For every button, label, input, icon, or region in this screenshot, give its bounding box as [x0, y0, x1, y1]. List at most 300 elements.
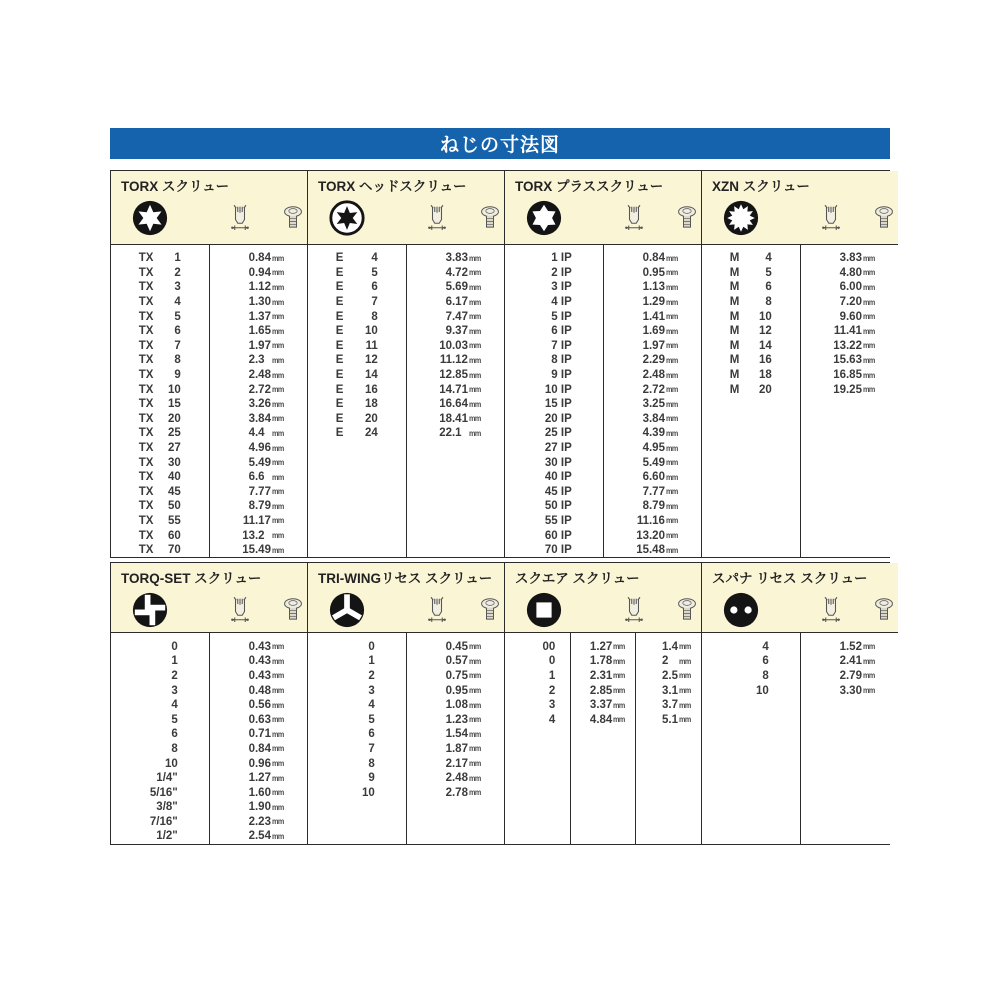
unit-label: mm	[862, 326, 875, 336]
size-cell	[702, 309, 800, 324]
bit-side-icon	[619, 199, 649, 237]
dimension-value: 5.49	[248, 456, 271, 469]
size-number: 70 IP	[544, 544, 572, 557]
size-number: 3	[174, 281, 181, 294]
dimension-value: 1.52	[839, 640, 862, 653]
unit-label: mm	[665, 399, 678, 409]
size-number: 6	[765, 281, 772, 294]
unit-label: mm	[271, 268, 284, 278]
unit-label: mm	[678, 700, 691, 710]
size-cell	[308, 639, 406, 654]
unit-label: mm	[862, 282, 875, 292]
size-cell	[111, 698, 209, 713]
unit-label: mm	[271, 700, 284, 710]
unit-label: mm	[271, 788, 284, 798]
size-cell	[308, 309, 406, 324]
size-cell	[308, 712, 406, 727]
screw-head-icon	[279, 591, 307, 629]
unit-label: mm	[468, 253, 481, 263]
size-cell	[111, 280, 209, 295]
value-cell	[636, 654, 701, 669]
value-cell	[407, 280, 505, 295]
size-prefix: E	[335, 325, 344, 338]
unit-label: mm	[665, 531, 678, 541]
size-number: 5	[174, 310, 181, 323]
dimension-value: 0.95	[642, 266, 665, 279]
unit-label: mm	[862, 671, 875, 681]
size-cell	[308, 742, 406, 757]
value-cell	[210, 382, 308, 397]
unit-label: mm	[613, 671, 626, 681]
value-cell	[210, 412, 308, 427]
value-cell	[210, 499, 308, 514]
size-prefix: TX	[138, 252, 154, 265]
dimension-value: 7.77	[248, 485, 271, 498]
unit-label: mm	[271, 686, 284, 696]
value-cell	[636, 639, 701, 654]
size-number: 2	[548, 684, 556, 697]
size-number: 3	[548, 699, 556, 712]
value-cell	[571, 712, 636, 727]
value-cell	[210, 441, 308, 456]
page-title: ねじの寸法図	[439, 135, 560, 156]
size-number: 20 IP	[544, 412, 572, 425]
size-column	[702, 633, 800, 843]
unit-label: mm	[862, 686, 875, 696]
dimension-value: 6.17	[445, 296, 468, 309]
dimension-value: 2.79	[839, 669, 862, 682]
unit-label: mm	[862, 385, 875, 395]
size-number: 45 IP	[544, 485, 572, 498]
dimension-value: 3.84	[642, 412, 665, 425]
size-cell	[111, 639, 209, 654]
unit-label: mm	[665, 297, 678, 307]
value-cell	[407, 353, 505, 368]
size-cell	[505, 669, 570, 684]
size-number: 40	[167, 471, 181, 484]
size-cell	[702, 266, 800, 281]
size-prefix: E	[335, 252, 344, 265]
dimension-value: 7.47	[445, 310, 468, 323]
unit-label: mm	[862, 341, 875, 351]
size-cell	[308, 426, 406, 441]
section-icons	[712, 196, 898, 240]
bit-side-glyph	[619, 199, 649, 237]
unit-label: mm	[468, 744, 481, 754]
size-cell	[505, 339, 603, 354]
size-cell	[702, 295, 800, 310]
section-torx-plus	[504, 171, 701, 557]
size-number: 5	[765, 266, 772, 279]
section-body	[111, 245, 307, 557]
unit-label: mm	[468, 642, 481, 652]
value-cell	[210, 639, 308, 654]
size-number: 8	[171, 742, 178, 755]
size-prefix: M	[729, 252, 740, 265]
screw-head-icon	[673, 591, 701, 629]
screw-head-icon	[870, 199, 898, 237]
value-cell	[801, 280, 899, 295]
value-cell	[210, 712, 308, 727]
dimension-value: 3.7	[661, 699, 678, 712]
unit-label: mm	[271, 715, 284, 725]
unit-label: mm	[862, 656, 875, 666]
section-spanner-recess	[701, 563, 898, 843]
dimension-value: 11.12	[439, 354, 468, 367]
size-number: 7	[368, 742, 375, 755]
dimension-value: 0.45	[445, 640, 468, 653]
value-cell	[407, 639, 505, 654]
size-number: 1/4"	[156, 772, 178, 785]
value-cell	[801, 654, 899, 669]
value-cell	[407, 266, 505, 281]
dimension-value: 0.84	[248, 742, 271, 755]
value-cell	[571, 669, 636, 684]
size-prefix: M	[729, 310, 740, 323]
value-cell	[210, 485, 308, 500]
value-cell	[210, 309, 308, 324]
size-prefix: TX	[138, 514, 154, 527]
value-cell	[571, 698, 636, 713]
dimension-value: 6.60	[642, 471, 665, 484]
value-cell	[604, 280, 702, 295]
dimension-value: 4.39	[642, 427, 665, 440]
section-tri-wing	[307, 563, 504, 843]
value-cell	[210, 426, 308, 441]
size-cell	[702, 339, 800, 354]
size-cell	[505, 280, 603, 295]
section-body	[505, 633, 701, 843]
dimension-value: 16.85	[833, 369, 862, 382]
size-number: 5/16"	[149, 786, 178, 799]
unit-label: mm	[468, 700, 481, 710]
value-cell	[604, 382, 702, 397]
size-cell	[111, 266, 209, 281]
value-cell	[604, 266, 702, 281]
size-prefix: E	[335, 339, 344, 352]
unit-label: mm	[665, 443, 678, 453]
dimension-value: 1.87	[445, 742, 468, 755]
dimension-value: 3.37	[589, 699, 613, 712]
unit-label: mm	[271, 370, 284, 380]
unit-label: mm	[468, 715, 481, 725]
size-cell	[308, 698, 406, 713]
dimension-value: 6.6	[248, 471, 271, 484]
size-number: 15	[167, 398, 181, 411]
dimension-value: 3.84	[248, 412, 271, 425]
value-cell	[210, 698, 308, 713]
dimension-value: 0.95	[445, 684, 468, 697]
value-cell	[210, 800, 308, 815]
size-cell	[505, 639, 570, 654]
dimension-value: 1.69	[642, 325, 665, 338]
section-body	[702, 245, 898, 557]
screw-head-icon	[870, 591, 898, 629]
value-cell	[801, 669, 899, 684]
unit-label: mm	[271, 472, 284, 482]
unit-label: mm	[862, 312, 875, 322]
unit-label: mm	[665, 516, 678, 526]
size-cell	[111, 727, 209, 742]
value-cell	[604, 470, 702, 485]
size-prefix: E	[335, 383, 344, 396]
size-number: 8	[765, 296, 772, 309]
size-prefix: TX	[138, 427, 154, 440]
size-number: 6 IP	[551, 325, 572, 338]
size-prefix: M	[729, 281, 740, 294]
size-number: 12	[364, 354, 378, 367]
unit-label: mm	[862, 642, 875, 652]
value-cell	[407, 295, 505, 310]
size-cell	[308, 339, 406, 354]
torq-set-icon	[131, 591, 169, 629]
size-number: 16	[758, 354, 772, 367]
size-cell	[505, 295, 603, 310]
screw-head-glyph	[870, 591, 898, 629]
size-number: 1	[368, 655, 375, 668]
size-prefix: E	[335, 369, 344, 382]
dimension-value: 4.84	[589, 713, 613, 726]
tri-wing-icon	[328, 591, 366, 629]
size-prefix: TX	[138, 383, 154, 396]
screw-head-glyph	[673, 591, 701, 629]
unit-label: mm	[678, 686, 691, 696]
value-cell	[604, 514, 702, 529]
value-cell	[801, 368, 899, 383]
size-number: 4	[171, 699, 178, 712]
size-number: 9 IP	[551, 369, 572, 382]
size-cell	[505, 683, 570, 698]
size-cell	[308, 683, 406, 698]
dimension-value: 0.75	[445, 669, 468, 682]
section-header	[308, 171, 504, 245]
size-cell	[505, 499, 603, 514]
size-prefix: TX	[138, 398, 154, 411]
dimension-value: 15.48	[636, 544, 665, 557]
section-title: スパナ リセス スクリュー	[712, 571, 868, 587]
section-header	[702, 171, 898, 245]
value-cell	[636, 712, 701, 727]
dimension-value: 5.1	[661, 713, 678, 726]
size-column	[308, 245, 406, 557]
unit-label: mm	[468, 326, 481, 336]
dimension-value: 0.71	[248, 728, 271, 741]
size-number: 20	[364, 412, 378, 425]
dimension-value: 2.5	[661, 669, 678, 682]
section-title: スクエア スクリュー	[515, 571, 640, 587]
dimension-value: 9.60	[839, 310, 862, 323]
torx-socket-icon	[131, 199, 169, 237]
size-cell	[505, 382, 603, 397]
dimension-value: 13.2	[242, 529, 271, 542]
unit-label: mm	[613, 642, 626, 652]
size-cell	[111, 412, 209, 427]
dimension-value: 1.78	[589, 655, 613, 668]
size-prefix: M	[729, 296, 740, 309]
dimension-value: 2.17	[445, 757, 468, 770]
dimension-value: 13.22	[833, 339, 862, 352]
size-cell	[308, 280, 406, 295]
size-number: 6	[171, 728, 178, 741]
size-number: 70	[167, 544, 181, 557]
size-column	[111, 633, 209, 843]
size-prefix: M	[729, 266, 740, 279]
square-recess-icon	[525, 591, 563, 629]
value-cell	[407, 368, 505, 383]
size-prefix: TX	[138, 310, 154, 323]
unit-label: mm	[665, 458, 678, 468]
dimension-value: 3.1	[661, 684, 678, 697]
size-number: 6	[174, 325, 181, 338]
value-cell	[571, 654, 636, 669]
dimension-value: 2.78	[445, 786, 468, 799]
section-title: TORX プラススクリュー	[515, 179, 664, 194]
unit-label: mm	[678, 671, 691, 681]
section-header	[111, 171, 307, 245]
size-cell	[505, 426, 603, 441]
size-cell	[111, 324, 209, 339]
section-torx-head	[307, 171, 504, 557]
unit-label: mm	[271, 802, 284, 812]
dimension-value: 6.00	[839, 281, 862, 294]
dimension-value: 0.84	[248, 252, 271, 265]
dimension-value: 0.96	[248, 757, 271, 770]
value-cell	[407, 382, 505, 397]
value-cell	[210, 815, 308, 830]
size-cell	[308, 266, 406, 281]
size-number: 8	[762, 669, 769, 682]
size-number: 10	[758, 310, 772, 323]
dimension-value: 0.56	[248, 699, 271, 712]
size-prefix: E	[335, 398, 344, 411]
size-cell	[505, 397, 603, 412]
size-prefix: E	[335, 427, 344, 440]
size-number: 2	[368, 669, 375, 682]
size-cell	[111, 683, 209, 698]
unit-label: mm	[665, 501, 678, 511]
value-cell	[407, 251, 505, 266]
unit-label: mm	[613, 715, 626, 725]
bit-side-icon	[816, 199, 846, 237]
value-cell	[407, 742, 505, 757]
value-cell	[210, 683, 308, 698]
section-body	[702, 633, 898, 843]
size-number: 0	[368, 640, 375, 653]
unit-label: mm	[468, 773, 481, 783]
value-cell	[407, 339, 505, 354]
size-cell	[111, 514, 209, 529]
unit-label: mm	[271, 817, 284, 827]
value-cell	[407, 712, 505, 727]
size-number: 1	[171, 655, 178, 668]
bit-side-glyph	[816, 591, 846, 629]
section-icons	[712, 588, 898, 632]
unit-label: mm	[271, 656, 284, 666]
dimension-value: 3.25	[642, 398, 665, 411]
size-cell	[505, 470, 603, 485]
value-cell	[407, 683, 505, 698]
section-icons	[121, 196, 307, 240]
unit-label: mm	[665, 341, 678, 351]
dimension-value: 0.84	[642, 252, 665, 265]
unit-label: mm	[678, 656, 691, 666]
unit-label: mm	[271, 399, 284, 409]
size-cell	[111, 397, 209, 412]
unit-label: mm	[271, 414, 284, 424]
unit-label: mm	[678, 642, 691, 652]
dimension-value: 2.29	[642, 354, 665, 367]
value-cell	[636, 669, 701, 684]
value-column	[406, 633, 505, 843]
size-prefix: TX	[138, 339, 154, 352]
dimension-value: 2.54	[248, 830, 271, 843]
value-cell	[604, 295, 702, 310]
unit-label: mm	[468, 399, 481, 409]
section-title: TRI-WINGリセス スクリュー	[318, 571, 493, 587]
size-number: 4	[368, 699, 375, 712]
size-number: 3/8"	[156, 801, 178, 814]
size-cell	[308, 353, 406, 368]
value-cell	[210, 771, 308, 786]
screw-head-icon	[476, 591, 504, 629]
unit-label: mm	[678, 715, 691, 725]
dimension-value: 1.23	[445, 713, 468, 726]
size-number: 1/2"	[156, 830, 178, 843]
size-cell	[308, 654, 406, 669]
value-cell	[801, 324, 899, 339]
tri-wing-glyph	[328, 591, 366, 629]
dimension-value: 15.63	[833, 354, 862, 367]
size-number: 8 IP	[551, 354, 572, 367]
bit-side-icon	[422, 591, 452, 629]
dimension-value: 2.48	[248, 369, 271, 382]
size-number: 2	[174, 266, 181, 279]
size-number: 2	[171, 669, 178, 682]
size-number: 25	[167, 427, 181, 440]
value-cell	[210, 514, 308, 529]
value-cell	[801, 382, 899, 397]
size-number: 4	[548, 713, 556, 726]
size-cell	[111, 382, 209, 397]
dimension-value: 2.72	[248, 383, 271, 396]
torx-plus-glyph	[525, 199, 563, 237]
dimension-value: 4.80	[839, 266, 862, 279]
dimension-value: 1.97	[642, 339, 665, 352]
value-cell	[210, 829, 308, 844]
unit-label: mm	[271, 443, 284, 453]
section-header	[702, 563, 898, 633]
unit-label: mm	[468, 671, 481, 681]
value-cell	[407, 324, 505, 339]
bit-side-glyph	[225, 199, 255, 237]
size-number: 8	[371, 310, 378, 323]
bit-side-glyph	[422, 199, 452, 237]
size-prefix: TX	[138, 354, 154, 367]
unit-label: mm	[665, 472, 678, 482]
value-cell	[604, 397, 702, 412]
size-number: 9	[368, 772, 375, 785]
size-cell	[505, 412, 603, 427]
size-cell	[308, 382, 406, 397]
unit-label: mm	[271, 831, 284, 841]
unit-label: mm	[665, 282, 678, 292]
dimension-value: 11.16	[636, 514, 665, 527]
size-prefix: TX	[138, 500, 154, 513]
value-cell	[210, 543, 308, 558]
size-number: 1 IP	[551, 252, 572, 265]
section-title: TORQ-SET スクリュー	[121, 571, 262, 587]
size-number: 3	[171, 684, 178, 697]
